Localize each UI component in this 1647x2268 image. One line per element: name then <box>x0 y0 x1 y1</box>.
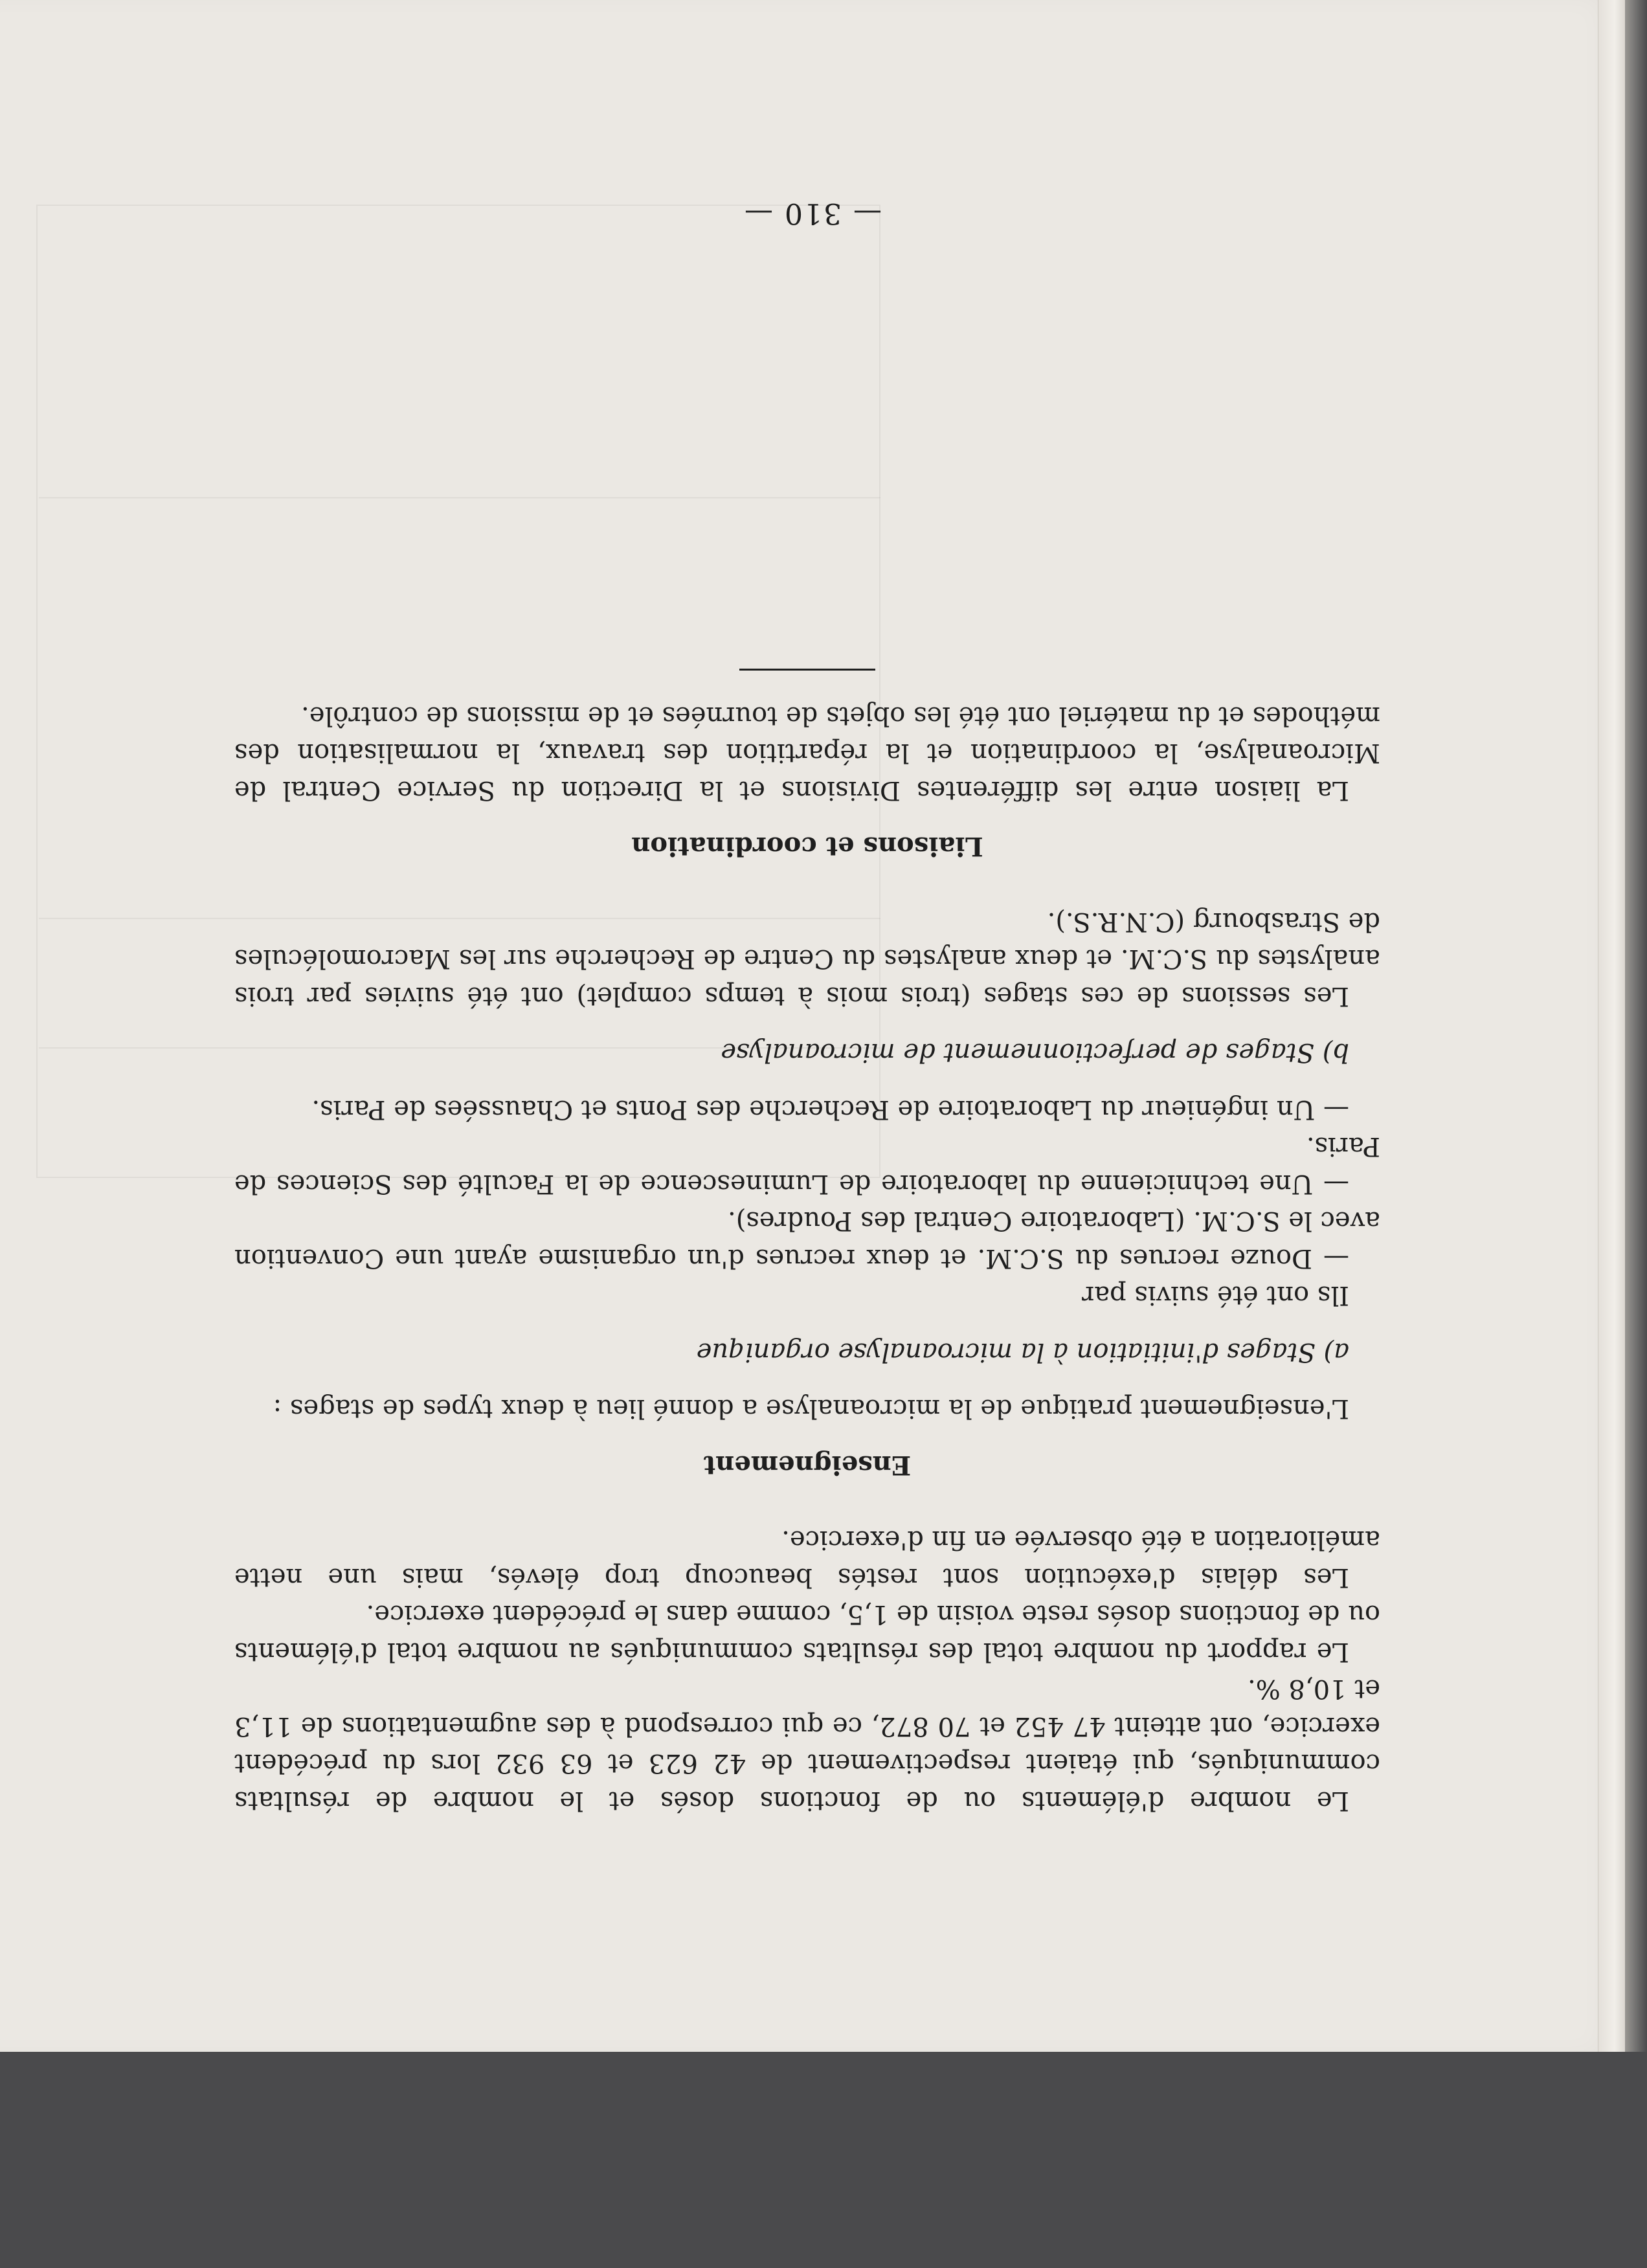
subheading-stages-initiation: a) Stages d'initiation à la microanalyse organique <box>696 1337 1349 1367</box>
section-separator <box>739 669 875 671</box>
list-item-recrues: — Douze recrues du S.C.M. et deux recrues d'un organisme ayant une Convention avec le S.C.M. (Laboratoire Central des Poudres). <box>234 1206 1380 1273</box>
list-item-technicienne: — Une technicienne du laboratoire de Luminescence de la Faculté des Sciences de Paris. <box>234 1131 1380 1199</box>
paragraph-ratio: Le rapport du nombre total des résultats communiqués au nombre total d'éléments ou de fonctions dosés reste voisin de 1,5, comme dans le précédent exercice. <box>234 1599 1380 1667</box>
paragraph-suivis-par: Ils ont été suivis par <box>1082 1280 1349 1311</box>
paragraph-enseignement-intro: L'enseignement pratique de la microanalyse a donné lieu à deux types de stages : <box>273 1394 1349 1424</box>
heading-liaisons: Liaisons et coordination <box>631 831 983 862</box>
paragraph-delays: Les délais d'exécution sont restés beaucoup trop élevés, mais une nette amélioration a été observée en fin d'exercice. <box>234 1525 1380 1592</box>
paragraph-results-count: Le nombre d'éléments ou de fonctions dosés et le nombre de résultats communiqués, qui étaient respectivement de 42 623 et 63 932 lors du précédent exercice, ont atteint 47 452 et 70 872, ce qui correspond à des augmentations de 11,3 et 10,8 %. <box>234 1674 1380 1816</box>
subheading-stages-perfectionnement: b) Stages de perfectionnement de microanalyse <box>721 1038 1349 1068</box>
document-body <box>234 669 1380 1819</box>
page-number: — 310 — <box>743 197 882 230</box>
list-item-ingenieur: — Un ingénieur du Laboratoire de Recherche des Ponts et Chaussées de Paris. <box>311 1095 1349 1124</box>
heading-enseignement: Enseignement <box>703 1450 912 1480</box>
paragraph-liaisons: La liaison entre les différentes Divisions et la Direction du Service Central de Microanalyse, la coordination et la répartition des travaux, la normalisation des méthodes et du matériel ont été les objets de tournées et de missions de contrôle. <box>234 701 1380 805</box>
paragraph-sessions-stages: Les sessions de ces stages (trois mois à temps complet) ont été suivies par trois analystes du S.C.M. et deux analystes du Centre de Recherche sur les Macromolécules de Strasbourg (C.N.R.S.). <box>234 907 1380 1011</box>
binding-shadow <box>1625 0 1647 2052</box>
bleed-through-line <box>39 497 880 498</box>
